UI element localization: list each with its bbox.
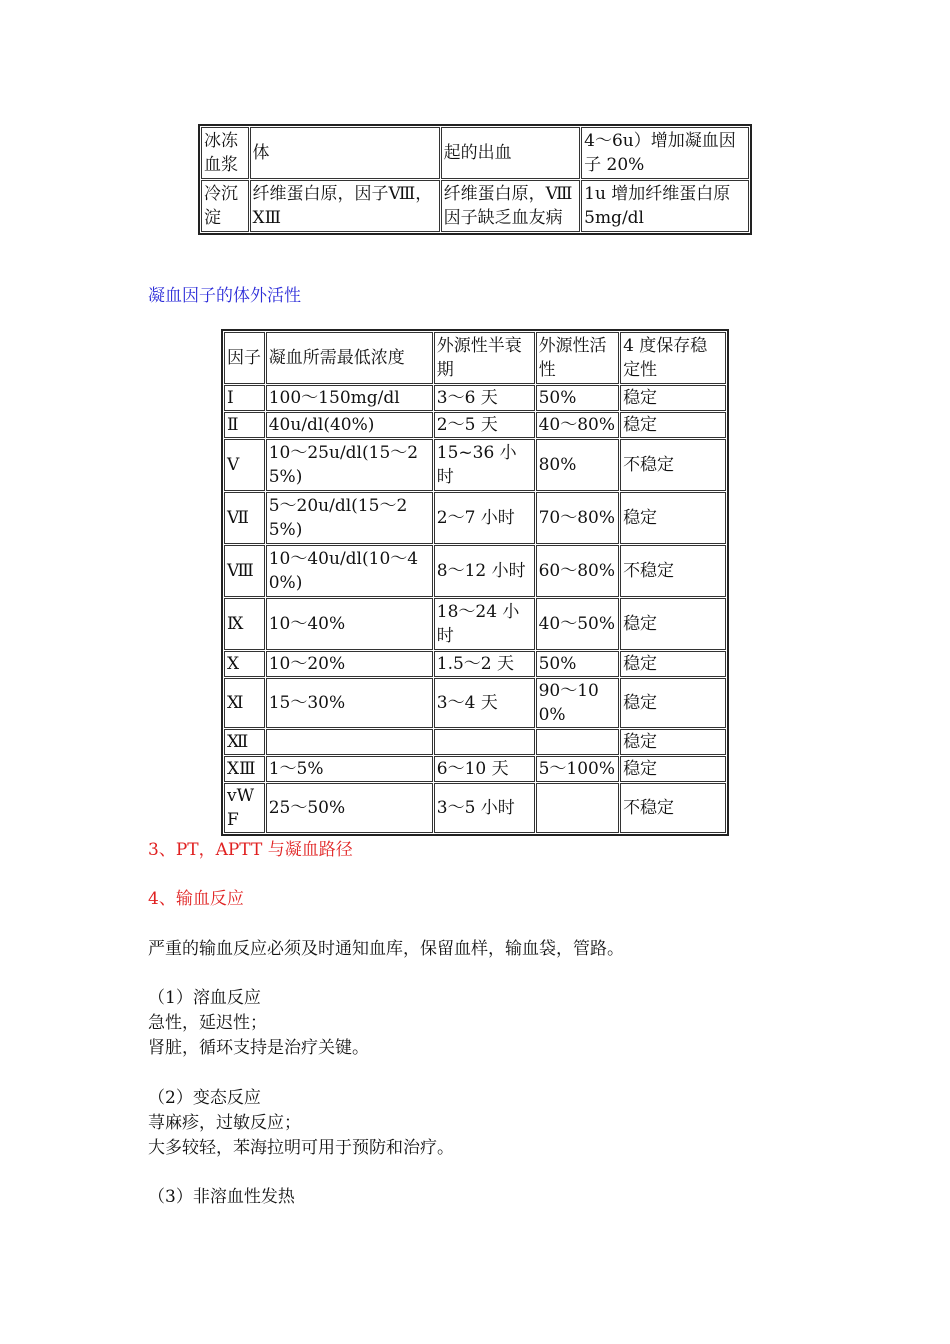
table-cell: 10～20% [266,651,433,677]
table-row [224,756,726,782]
table-cell: 15~36 小时 [434,439,535,491]
table-row [224,678,726,728]
table-cell: Ⅷ [224,545,265,597]
table-cell: Ⅻ [224,729,265,755]
table-row [224,385,726,411]
table-body [224,385,726,833]
table-cell: 1u 增加纤维蛋白原 5mg/dl [581,180,749,232]
table-cell [536,783,620,833]
coagulation-factor-table [221,329,729,836]
table-row [224,783,726,833]
table-cell [266,729,433,755]
table-header-row [224,332,726,384]
table-cell: 稳定 [620,678,726,728]
table-cell: 8～12 小时 [434,545,535,597]
table-row [201,127,749,179]
table-cell: 50% [536,385,620,411]
table-row [224,598,726,650]
item-line: 大多较轻，苯海拉明可用于预防和治疗。 [148,1138,454,1158]
table-cell: 不稳定 [620,439,726,491]
table-cell: 15～30% [266,678,433,728]
blood-products-body [201,127,749,232]
table-cell: 40u/dl(40%) [266,412,433,438]
table-cell: 不稳定 [620,545,726,597]
item-title: （2）变态反应 [148,1088,261,1108]
table-cell: 10～25u/dl(15～25%) [266,439,433,491]
table-cell: 稳定 [620,385,726,411]
table-cell: 60～80% [536,545,620,597]
table-row [224,545,726,597]
table-cell [536,729,620,755]
table-row [201,180,749,232]
item-title: （1）溶血反应 [148,988,261,1008]
column-header: 4 度保存稳定性 [620,332,726,384]
heading-transfusion-reaction: 4、输血反应 [148,889,244,909]
table-row [224,729,726,755]
table-cell: 稳定 [620,412,726,438]
section-title: 凝血因子的体外活性 [148,286,301,306]
table-cell: vWF [224,783,265,833]
table-cell: 稳定 [620,598,726,650]
table-row [224,439,726,491]
item-line: 急性，延迟性； [148,1013,267,1033]
table-cell: 2～7 小时 [434,492,535,544]
intro-paragraph: 严重的输血反应必须及时通知血库，保留血样，输血袋，管路。 [148,939,624,959]
table-cell: 3～4 天 [434,678,535,728]
table-cell: 稳定 [620,729,726,755]
item-hemolytic [148,986,369,1061]
table-cell: 10～40u/dl(10～40%) [266,545,433,597]
table-cell: 稳定 [620,756,726,782]
table-cell: 40～80% [536,412,620,438]
table-header [224,332,726,384]
column-header: 外源性活性 [536,332,620,384]
table-row [224,492,726,544]
table-cell: 10～40% [266,598,433,650]
table-cell: Ⅶ [224,492,265,544]
table-cell: 80% [536,439,620,491]
table-row [224,651,726,677]
table-cell: ⅩⅢ [224,756,265,782]
item-febrile [148,1185,295,1210]
table-cell: 5～100% [536,756,620,782]
table-cell: Ⅱ [224,412,265,438]
table-cell: 1.5～2 天 [434,651,535,677]
item-line: 荨麻疹，过敏反应； [148,1113,301,1133]
table-cell: 4～6u）增加凝血因子 20% [581,127,749,179]
table-cell: 冷沉淀 [201,180,249,232]
column-header: 外源性半衰期 [434,332,535,384]
table-cell: 冰冻血浆 [201,127,249,179]
heading-pt-aptt: 3、PT，APTT 与凝血路径 [148,840,353,860]
table-cell: 2～5 天 [434,412,535,438]
table-cell: 3～5 小时 [434,783,535,833]
table-cell: 70～80% [536,492,620,544]
table-cell: 100～150mg/dl [266,385,433,411]
table-cell: 不稳定 [620,783,726,833]
table-cell: 40～50% [536,598,620,650]
table-cell: Ⅺ [224,678,265,728]
table-cell: 5～20u/dl(15～25%) [266,492,433,544]
item-allergic [148,1086,454,1161]
table-cell: 25～50% [266,783,433,833]
table-cell: 稳定 [620,492,726,544]
table-cell: 1～5% [266,756,433,782]
table-cell: Ⅹ [224,651,265,677]
table-cell: 稳定 [620,651,726,677]
table-cell: Ⅸ [224,598,265,650]
table-cell: Ⅰ [224,385,265,411]
table-cell [434,729,535,755]
table-cell: 起的出血 [441,127,581,179]
column-header: 凝血所需最低浓度 [266,332,433,384]
table-cell: 纤维蛋白原，Ⅷ因子缺乏血友病 [441,180,581,232]
column-header: 因子 [224,332,265,384]
table-cell: 18～24 小时 [434,598,535,650]
table-row [224,412,726,438]
table-cell: 50% [536,651,620,677]
blood-products-table [198,124,752,235]
item-line: 肾脏，循环支持是治疗关键。 [148,1038,369,1058]
table-cell: 纤维蛋白原，因子Ⅷ，ⅩⅢ [250,180,440,232]
table-cell: 3～6 天 [434,385,535,411]
table-cell: Ⅴ [224,439,265,491]
table-cell: 体 [250,127,440,179]
table-cell: 90～100% [536,678,620,728]
table-cell: 6～10 天 [434,756,535,782]
item-title: （3）非溶血性发热 [148,1187,295,1207]
